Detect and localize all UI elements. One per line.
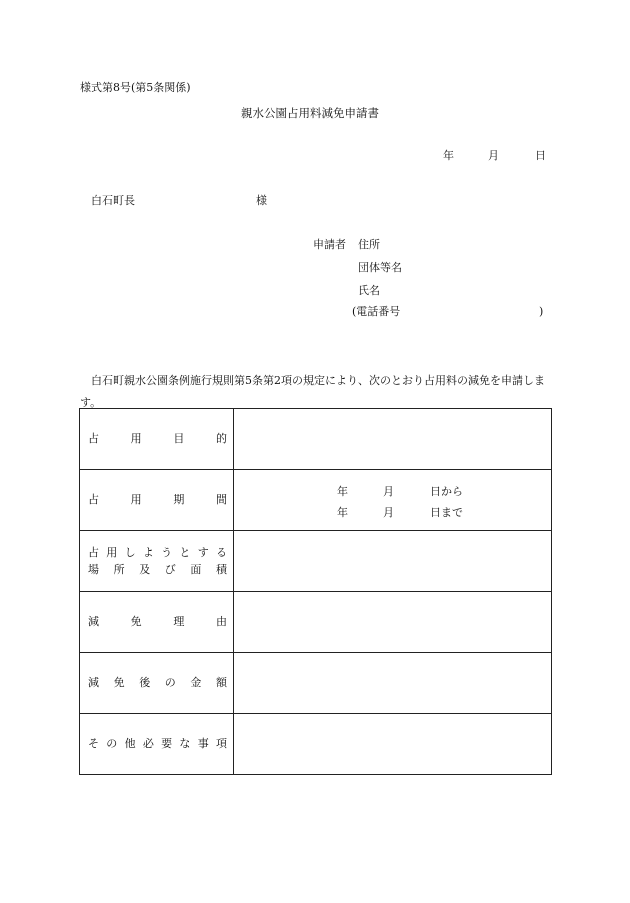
application-table [79, 408, 552, 775]
label-char: の [164, 676, 176, 689]
label-char: 占 [88, 546, 99, 559]
table-row [80, 592, 552, 653]
label-char: よ [142, 546, 154, 559]
label-char: と [179, 546, 191, 559]
label-char: 場 [88, 563, 99, 576]
table-row [80, 653, 552, 714]
label-char: の [106, 737, 118, 750]
label-char: 間 [215, 493, 227, 506]
label-char: 理 [173, 615, 185, 628]
application-statement: 白石町親水公園条例施行規則第5条第2項の規定により、次のとおり占用料の減免を申請します。 [80, 374, 545, 409]
reduction-reason-label [80, 592, 234, 653]
table-row [80, 409, 552, 470]
period-from-row [234, 485, 551, 499]
table-row [80, 714, 552, 775]
period-field[interactable] [234, 470, 552, 531]
label-char: 減 [88, 676, 99, 689]
date-day-label: 日 [535, 149, 546, 162]
label-text [88, 561, 227, 578]
label-char: 由 [215, 615, 227, 628]
label-char: 金 [190, 676, 202, 689]
other-matters-label [80, 714, 234, 775]
period-to-day: 日まで [430, 506, 463, 519]
label-char: る [215, 546, 227, 559]
label-text [88, 675, 227, 691]
label-char: な [179, 737, 191, 750]
applicant-address-label: 住所 [358, 238, 380, 251]
label-char: 免 [113, 676, 125, 689]
label-text [88, 614, 227, 630]
label-text [88, 736, 227, 752]
label-char: 期 [173, 493, 185, 506]
label-char: 目 [173, 432, 185, 445]
reduction-reason-field[interactable] [234, 592, 552, 653]
other-matters-field[interactable] [234, 714, 552, 775]
label-char: 用 [106, 546, 118, 559]
label-char: 免 [130, 615, 142, 628]
label-char: 減 [88, 615, 99, 628]
date-month-label: 月 [488, 149, 499, 162]
table-row [80, 470, 552, 531]
period-label [80, 470, 234, 531]
label-char: 用 [130, 432, 142, 445]
label-char: 占 [88, 493, 99, 506]
label-char: び [164, 563, 176, 576]
addressee-honorific: 様 [256, 194, 267, 207]
period-to-month: 月 [383, 506, 394, 519]
addressee-name: 白石町長 [91, 194, 135, 207]
table-row [80, 531, 552, 592]
label-text [88, 544, 227, 561]
label-char: 積 [215, 563, 227, 576]
label-text [88, 492, 227, 508]
label-char: 及 [139, 563, 151, 576]
form-number: 様式第8号(第5条関係) [80, 81, 191, 94]
date-year-label: 年 [443, 149, 454, 162]
purpose-label [80, 409, 234, 470]
applicant-name-label: 氏名 [358, 284, 380, 297]
label-char: 項 [215, 737, 227, 750]
label-char: 面 [190, 563, 202, 576]
period-to-row [234, 506, 551, 520]
applicant-organization-label: 団体等名 [358, 261, 402, 274]
location-area-field[interactable] [234, 531, 552, 592]
label-char: 所 [113, 563, 125, 576]
label-char: す [197, 546, 209, 559]
label-char: し [124, 546, 136, 559]
label-char: 用 [130, 493, 142, 506]
label-char: そ [88, 737, 99, 750]
location-area-label [80, 531, 234, 592]
label-char: 的 [215, 432, 227, 445]
label-text [88, 431, 227, 447]
document-title: 親水公園占用料減免申請書 [241, 106, 379, 120]
amount-after-reduction-label [80, 653, 234, 714]
period-to-year: 年 [337, 506, 348, 519]
label-char: 必 [142, 737, 154, 750]
applicant-phone-label: (電話番号 [352, 305, 401, 318]
purpose-field[interactable] [234, 409, 552, 470]
label-char: 事 [197, 737, 209, 750]
label-char: 他 [124, 737, 136, 750]
label-char: う [161, 546, 173, 559]
period-from-year: 年 [337, 485, 348, 498]
label-char: 額 [215, 676, 227, 689]
amount-after-reduction-field[interactable] [234, 653, 552, 714]
applicant-label: 申請者 [313, 238, 346, 251]
label-char: 占 [88, 432, 99, 445]
period-from-month: 月 [383, 485, 394, 498]
label-char: 後 [139, 676, 151, 689]
period-from-day: 日から [430, 485, 463, 498]
label-char: 要 [161, 737, 173, 750]
applicant-phone-close: ) [539, 305, 544, 318]
